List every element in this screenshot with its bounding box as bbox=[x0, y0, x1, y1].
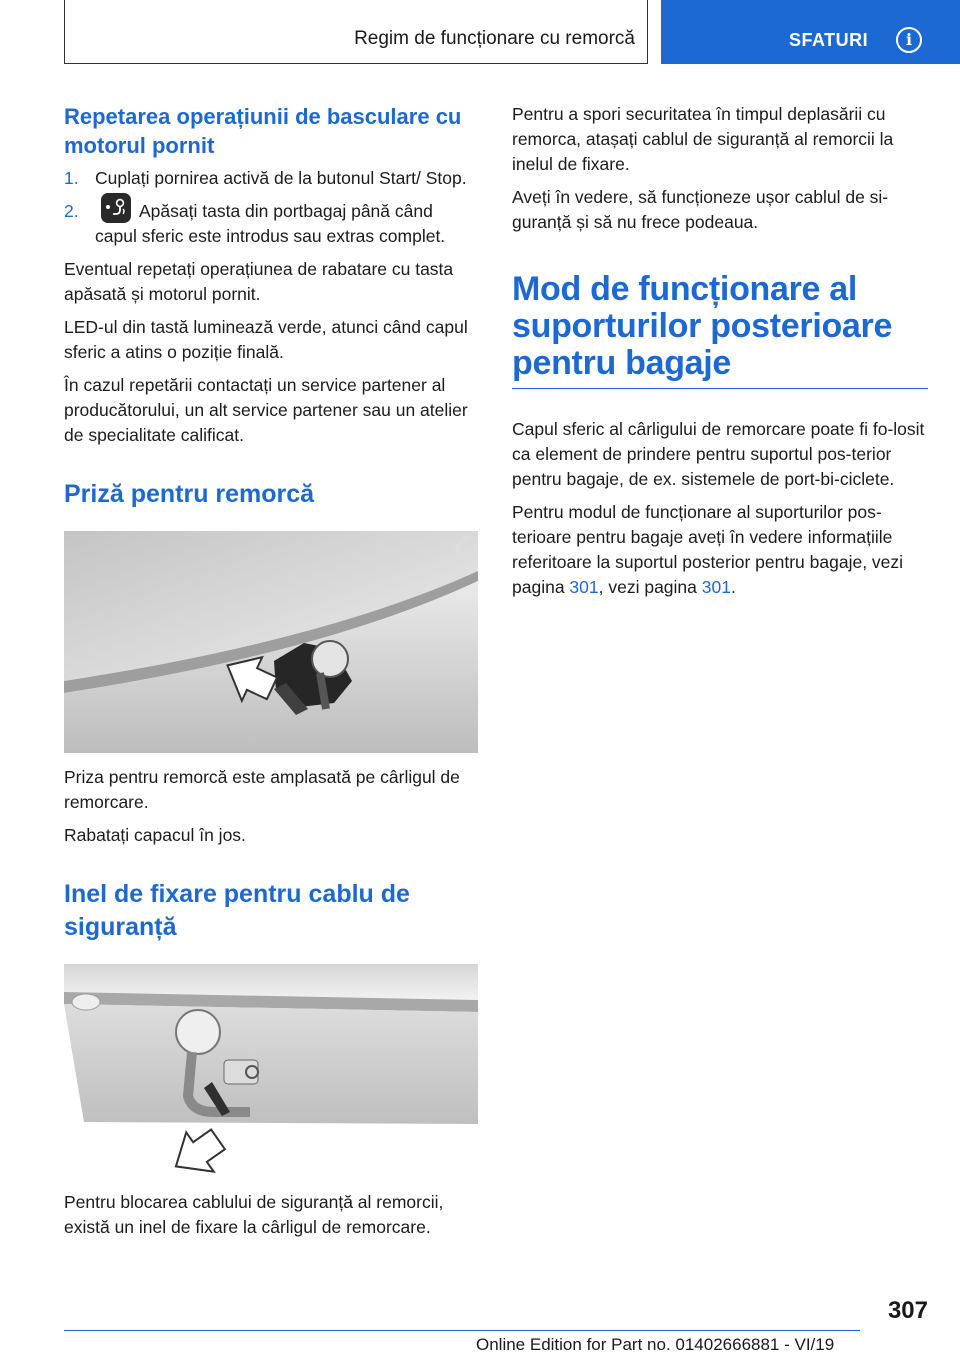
info-icon[interactable]: i bbox=[896, 27, 922, 53]
reference-text: . bbox=[730, 577, 736, 597]
section-heading-trailer-socket: Priză pentru remorcă bbox=[64, 480, 315, 508]
left-column bbox=[64, 102, 478, 1248]
reference-paragraph bbox=[512, 500, 928, 600]
section-heading-safety-cable-ring: Inel de fixare pentru cablu de siguranță bbox=[64, 880, 410, 941]
step-text: Apăsați tasta din portbagaj până când capul sferic este introdus sau extras complet. bbox=[95, 201, 446, 246]
chapter-title: Regim de funcționare cu remorcă bbox=[354, 28, 635, 49]
paragraph: Rabatați capacul în jos. bbox=[64, 825, 246, 845]
section-tab[interactable] bbox=[661, 0, 960, 64]
step-text: Cuplați pornirea activă de la butonul Start/ Stop. bbox=[95, 168, 467, 188]
paragraph: Pentru blocarea cablului de siguranță al remorcii, există un inel de fixare la cârligul de remorcare. bbox=[64, 1192, 444, 1237]
trailer-hitch-button-icon bbox=[101, 193, 131, 223]
page-link-301[interactable]: 301 bbox=[569, 577, 599, 597]
section-tab-label: SFATURI bbox=[789, 30, 869, 50]
paragraph: Aveți în vedere, să funcționeze ușor cablul de si-guranță și să nu frece podeaua. bbox=[512, 187, 889, 232]
paragraph: Pentru a spori securitatea în timpul deplasării cu remorca, atașați cablul de siguranță al remorcii la inelul de fixare. bbox=[512, 104, 894, 174]
section-heading-repeat-tilt: Repetarea operațiunii de basculare cu motorul pornit bbox=[64, 104, 462, 158]
edition-note: Online Edition for Part no. 01402666881 - VI/19 bbox=[476, 1335, 835, 1354]
header-title-box bbox=[64, 0, 648, 64]
footer-divider bbox=[64, 1330, 860, 1331]
page-number: 307 bbox=[887, 1297, 928, 1324]
step-item bbox=[64, 166, 478, 191]
reference-text: , vezi pagina bbox=[598, 577, 702, 597]
page-link-301[interactable]: 301 bbox=[701, 577, 731, 597]
right-column bbox=[512, 102, 928, 608]
step-item bbox=[64, 199, 478, 249]
safety-cable-ring-illustration bbox=[64, 964, 478, 1178]
reference-text: Pentru modul de funcționare al suporturilor pos-terioare pentru bagaje aveți în vedere informațiile referitoare la suportul posterior pentru bagaje, vezi pagina bbox=[512, 502, 904, 597]
paragraph: În cazul repetării contactați un service partener al producătorului, un alt service partener sau un atelier de specialitate calificat. bbox=[64, 375, 468, 445]
paragraph: Priza pentru remorcă este amplasată pe cârligul de remorcare. bbox=[64, 767, 460, 812]
paragraph: LED-ul din tastă luminează verde, atunci când capul sferic a atins o poziție finală. bbox=[64, 317, 468, 362]
trailer-socket-illustration bbox=[64, 531, 478, 753]
paragraph: Eventual repetați operațiunea de rabatare cu tasta apăsată și motorul pornit. bbox=[64, 259, 454, 304]
paragraph: Capul sferic al cârligului de remorcare poate fi fo-losit ca element de prindere pentru suportul pos-terior pentru bagaje, de ex. sistemele de port-bi-ciclete. bbox=[512, 419, 925, 489]
step-number: 1. bbox=[64, 168, 79, 188]
step-number: 2. bbox=[64, 201, 79, 221]
main-heading-luggage-carrier: Mod de funcționare al suporturilor posterioare pentru bagaje bbox=[512, 271, 928, 389]
step-list bbox=[64, 166, 478, 249]
